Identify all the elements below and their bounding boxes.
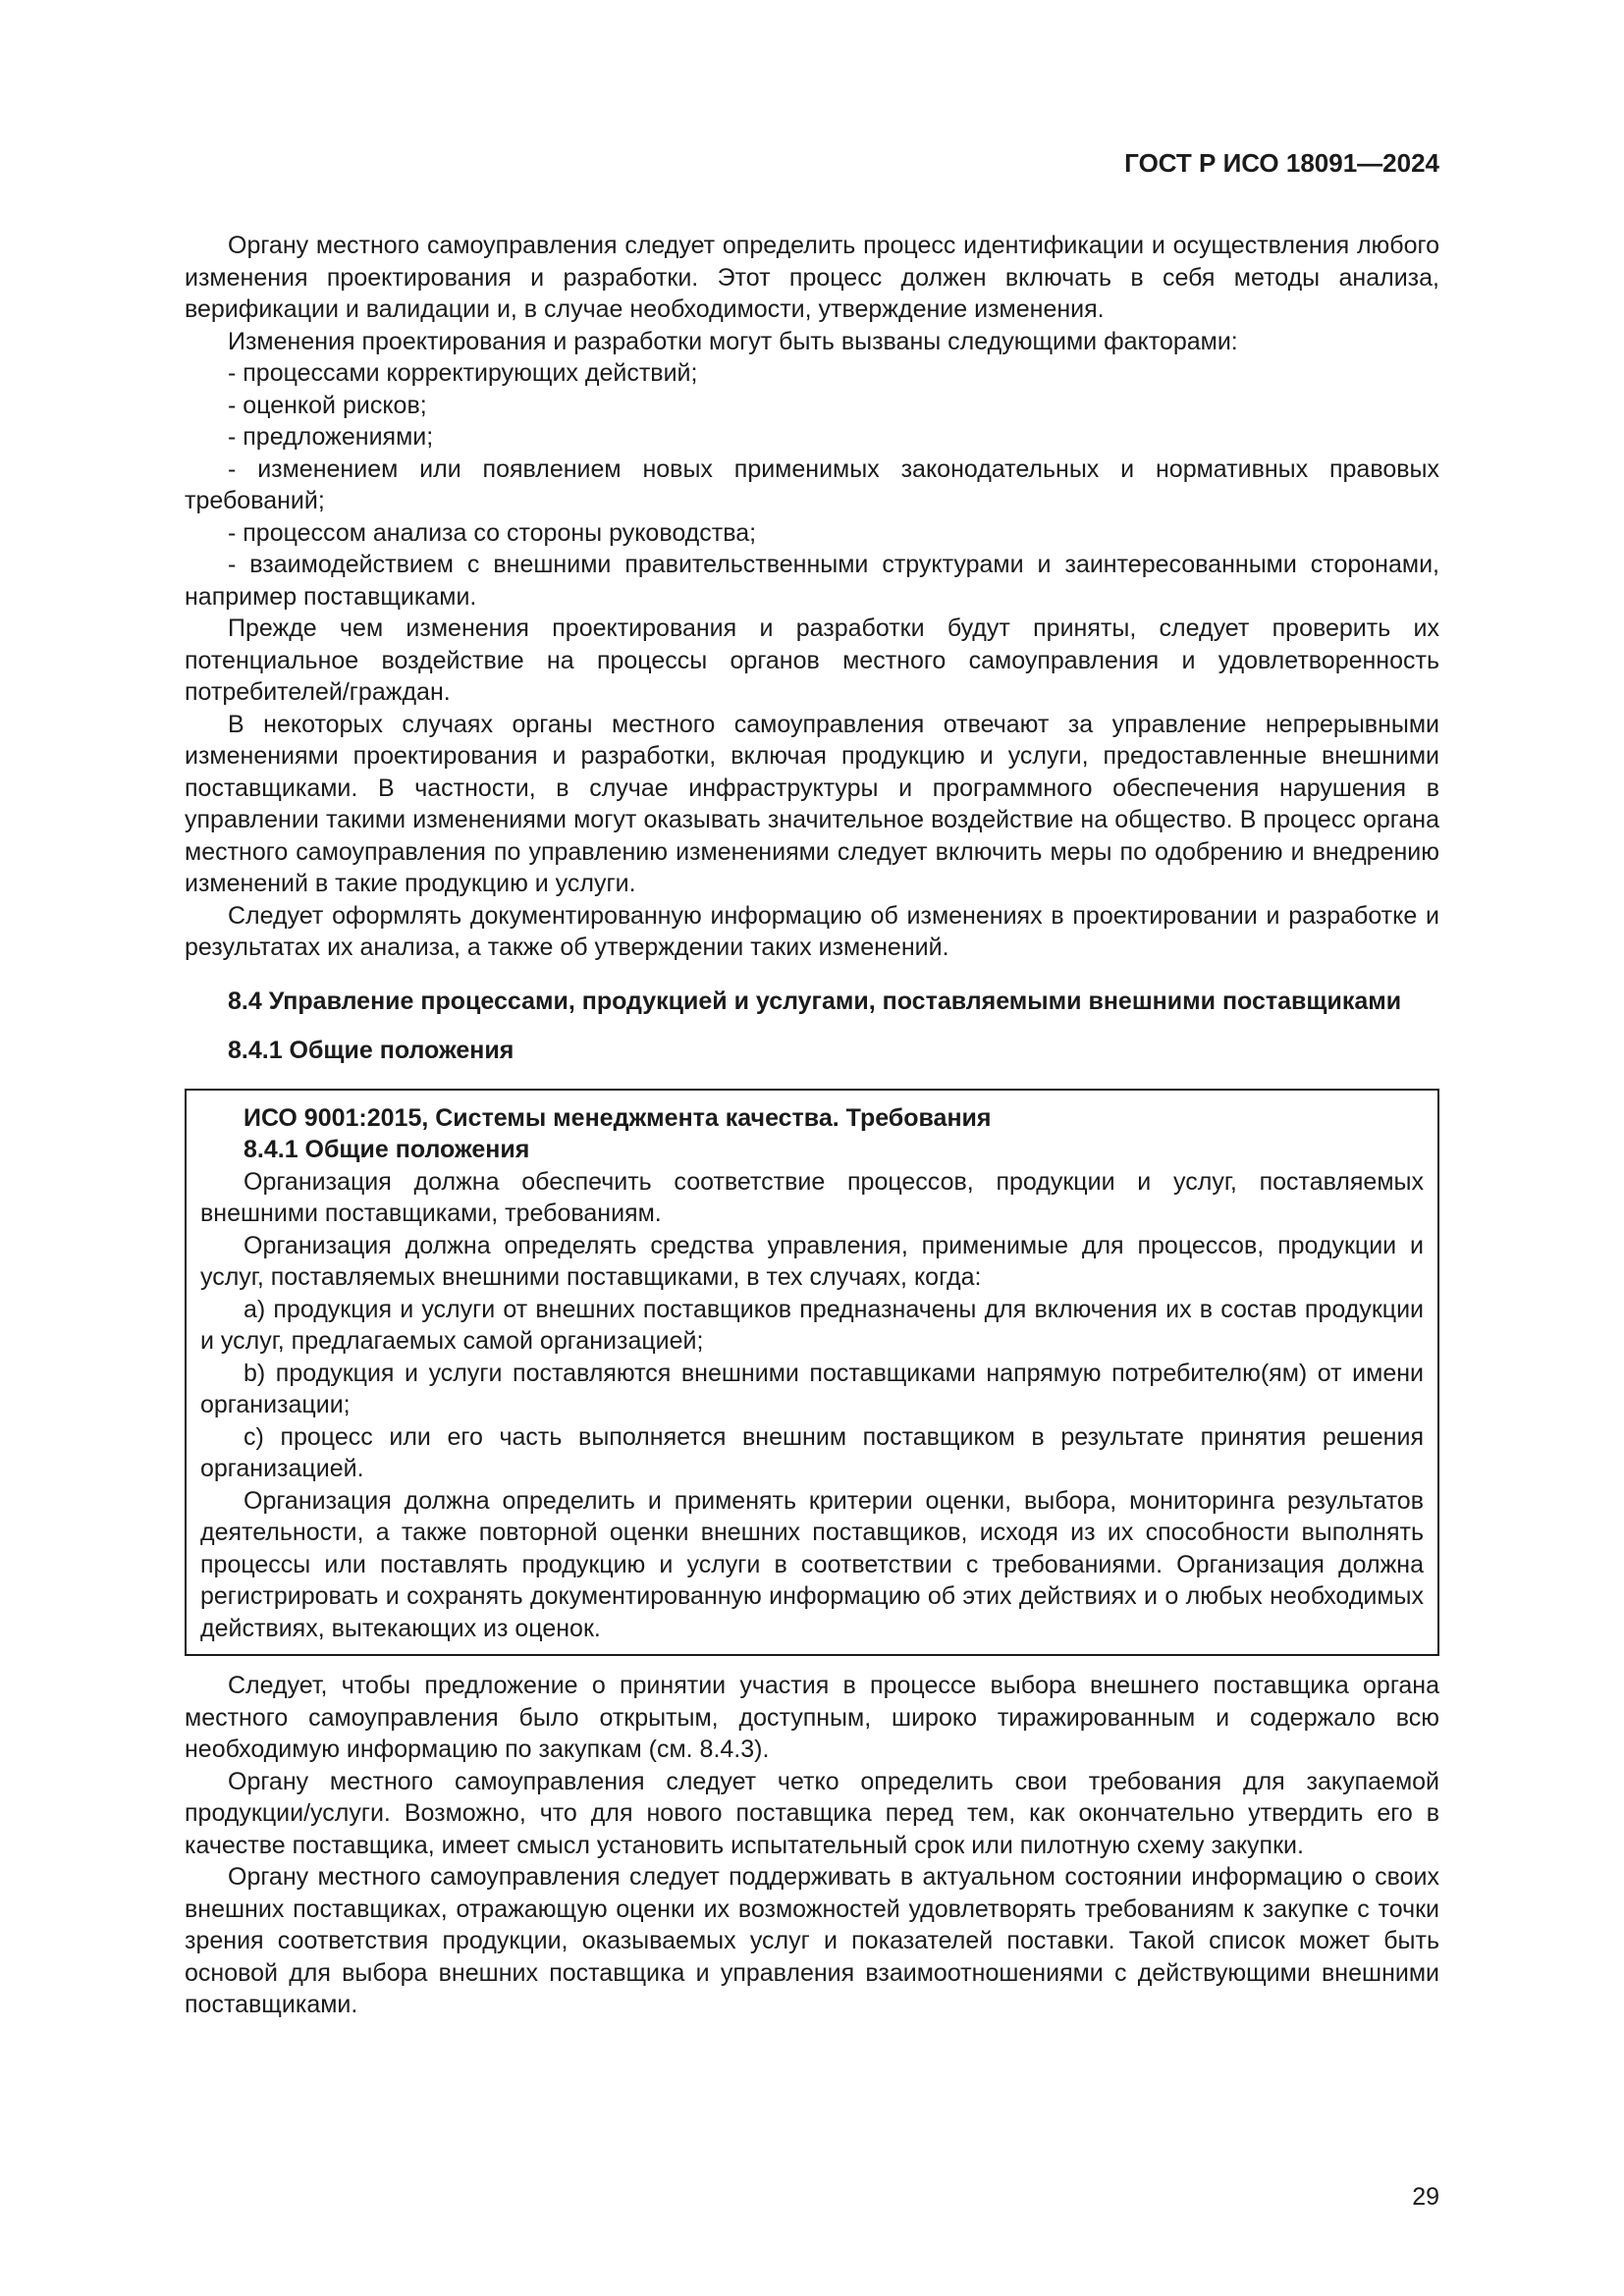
factor-item: - взаимодействием с внешними правительственными структурами и заинтересованными сторонами, например поставщиками.	[185, 551, 1439, 611]
intro-paragraph-5: Следует оформлять документированную информацию об изменениях в проектировании и разработке и результатах их анализа, а также об утверждении таких изменений.	[185, 901, 1439, 961]
intro-paragraph-4: В некоторых случаях органы местного самоуправления отвечают за управление непрерывными изменениями проектирования и разработки, включая продукцию и услуги, предоставленные внешними поставщиками. В частности, в случае инфраструктуры и программного обеспечения нарушения в управлении такими изменениями могут оказывать значительное воздействие на общество. В процесс органа местного самоуправления по управлению изменениями следует включить меры по одобрению и внедрению изменений в такие продукцию и услуги.	[185, 710, 1439, 897]
after-paragraph-3: Органу местного самоуправления следует поддерживать в актуальном состоянии информацию о своих внешних поставщиках, отражающую оценки их возможностей удовлетворять требованиям к закупке с точки зрения соответствия продукции, оказываемых услуг и показателей поставки. Такой список может быть основой для выбора внешних поставщика и управления взаимоотношениями с действующими внешними поставщиками.	[185, 1863, 1439, 2018]
box-paragraph-3: Организация должна определить и применять критерии оценки, выбора, мониторинга результатов деятельности, а также повторной оценки внешних поставщиков, исходя из их способности выполнять процессы или поставлять продукцию и услуги в соответствии с требованиями. Организация должна регистрировать и сохранять документированную информацию об этих действиях и о любых необходимых действиях, вытекающих из оценок.	[200, 1486, 1424, 1642]
factor-item: - процессом анализа со стороны руководства;	[228, 518, 757, 547]
intro-paragraph-2: Изменения проектирования и разработки могут быть вызваны следующими факторами:	[228, 327, 1238, 355]
page-number: 29	[1412, 2183, 1439, 2211]
box-title: ИСО 9001:2015, Системы менеджмента качества. Требования	[244, 1103, 992, 1132]
box-item-c: c) процесс или его часть выполняется внешним поставщиком в результате принятия решения организацией.	[200, 1422, 1424, 1482]
iso-quote-box	[185, 1089, 1439, 1657]
after-paragraph-2: Органу местного самоуправления следует четко определить свои требования для закупаемой продукции/услуги. Возможно, что для нового поставщика перед тем, как окончательно утвердить его в качестве поставщика, имеет смысл установить испытательный срок или пилотную схему закупки.	[185, 1767, 1439, 1859]
factor-item: - предложениями;	[228, 423, 434, 451]
after-paragraph-1: Следует, чтобы предложение о принятии участия в процессе выбора внешнего поставщика органа местного самоуправления было открытым, доступным, широко тиражированным и содержало всю необходимую информацию по закупкам (см. 8.4.3).	[185, 1672, 1439, 1763]
box-subtitle: 8.4.1 Общие положения	[244, 1136, 530, 1163]
factor-item: - изменением или появлением новых применимых законодательных и нормативных правовых требований;	[185, 454, 1439, 514]
box-paragraph-1: Организация должна обеспечить соответствие процессов, продукции и услуг, поставляемых внешними поставщиками, требованиям.	[200, 1167, 1424, 1227]
box-paragraph-2: Организация должна определять средства управления, применимые для процессов, продукции и услуг, поставляемых внешними поставщиками, в тех случаях, когда:	[200, 1231, 1424, 1291]
box-item-a: a) продукция и услуги от внешних поставщиков предназначены для включения их в состав продукции и услуг, предлагаемых самой организацией;	[200, 1295, 1424, 1355]
intro-paragraph-3: Прежде чем изменения проектирования и разработки будут приняты, следует проверить их потенциальное воздействие на процессы органов местного самоуправления и удовлетворенность потребителей/граждан.	[185, 614, 1439, 706]
factor-item: - процессами корректирующих действий;	[228, 359, 698, 387]
box-item-b: b) продукция и услуги поставляются внешними поставщиками напрямую потребителю(ям) от имени организации;	[200, 1359, 1424, 1418]
factor-item: - оценкой рисков;	[228, 391, 427, 419]
section-subheading: 8.4.1 Общие положения	[228, 1037, 514, 1064]
intro-paragraph-1: Органу местного самоуправления следует определить процесс идентификации и осуществления любого изменения проектирования и разработки. Этот процесс должен включать в себя методы анализа, верификации и валидации и, в случае необходимости, утверждение изменения.	[185, 232, 1439, 323]
standard-header: ГОСТ Р ИСО 18091—2024	[1124, 148, 1439, 178]
section-heading: 8.4 Управление процессами, продукцией и услугами, поставляемыми внешними поставщиками	[228, 987, 1402, 1015]
